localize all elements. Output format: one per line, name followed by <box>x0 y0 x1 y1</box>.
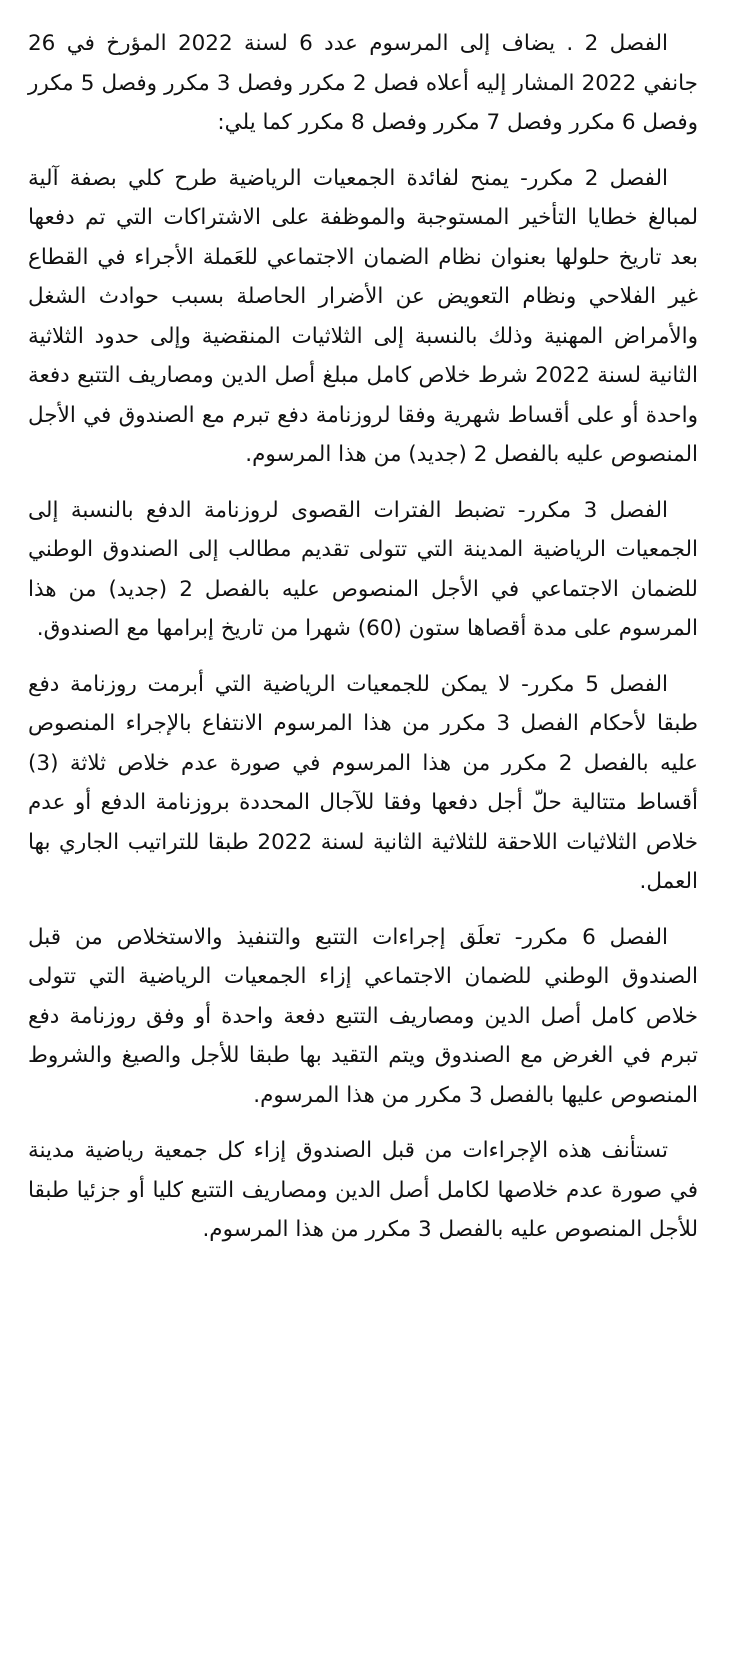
paragraph-article-5-bis: الفصل 5 مكرر- لا يمكن للجمعيات الرياضية التي أبرمت روزنامة دفع طبقا لأحكام الفصل 3 مكرر من هذا المرسوم الانتفاع بالإجراء المنصوص عليه بالفصل 2 مكرر من هذا المرسوم في صورة عدم خلاص ثلاثة (3) أقساط متتالية حلّ أجل دفعها وفقا للآجال المحددة بروزنامة الدفع أو عدم خلاص الثلاثيات اللاحقة للثلاثية الثانية لسنة 2022 طبقا للتراتيب الجاري بها العمل. <box>28 671 698 894</box>
paragraph-resumption: تستأنف هذه الإجراءات من قبل الصندوق إزاء كل جمعية رياضية مدينة في صورة عدم خلاصها لكامل أصل الدين ومصاريف التتبع كليا أو جزئيا طبقا للأجل المنصوص عليه بالفصل 3 مكرر من هذا المرسوم. <box>28 1138 698 1242</box>
paragraph-article-3-bis: الفصل 3 مكرر- تضبط الفترات القصوى لروزنامة الدفع بالنسبة إلى الجمعيات الرياضية المدينة التي تتولى تقديم مطالب إلى الصندوق الوطني للضمان الاجتماعي في الأجل المنصوص عليه بالفصل 2 (جديد) من هذا المرسوم على مدة أقصاها ستون (60) شهرا من تاريخ إبرامها مع الصندوق. <box>28 497 698 641</box>
paragraph-article-6-bis: الفصل 6 مكرر- تعلَق إجراءات التتبع والتنفيذ والاستخلاص من قبل الصندوق الوطني للضمان الاجتماعي إزاء الجمعيات الرياضية التي تتولى خلاص كامل أصل الدين ومصاريف التتبع دفعة واحدة أو وفق روزنامة دفع تبرم في الغرض مع الصندوق ويتم التقيد بها طبقا للأجل والصيغ والشروط المنصوص عليها بالفصل 3 مكرر من هذا المرسوم. <box>28 924 698 1108</box>
paragraph-article-2-bis: الفصل 2 مكرر- يمنح لفائدة الجمعيات الرياضية طرح كلي بصفة آلية لمبالغ خطايا التأخير المستوجبة والموظفة على الاشتراكات التي تم دفعها بعد تاريخ حلولها بعنوان نظام الضمان الاجتماعي للعَملة الأجراء في القطاع غير الفلاحي ونظام التعويض عن الأضرار الحاصلة بسبب حوادث الشغل والأمراض المهنية وذلك بالنسبة إلى الثلاثيات المنقضية وإلى حدود الثلاثية الثانية لسنة 2022 شرط خلاص كامل مبلغ أصل الدين ومصاريف التتبع دفعة واحدة أو على أقساط شهرية وفقا لروزنامة دفع تبرم مع الصندوق في الأجل المنصوص عليه بالفصل 2 (جديد) من هذا المرسوم. <box>28 165 698 467</box>
paragraph-article-2: الفصل 2 . يضاف إلى المرسوم عدد 6 لسنة 2022 المؤرخ في 26 جانفي 2022 المشار إليه أعلاه فصل 2 مكرر وفصل 3 مكرر وفصل 5 مكرر وفصل 6 مكرر وفصل 7 مكرر وفصل 8 مكرر كما يلي: <box>28 31 698 135</box>
